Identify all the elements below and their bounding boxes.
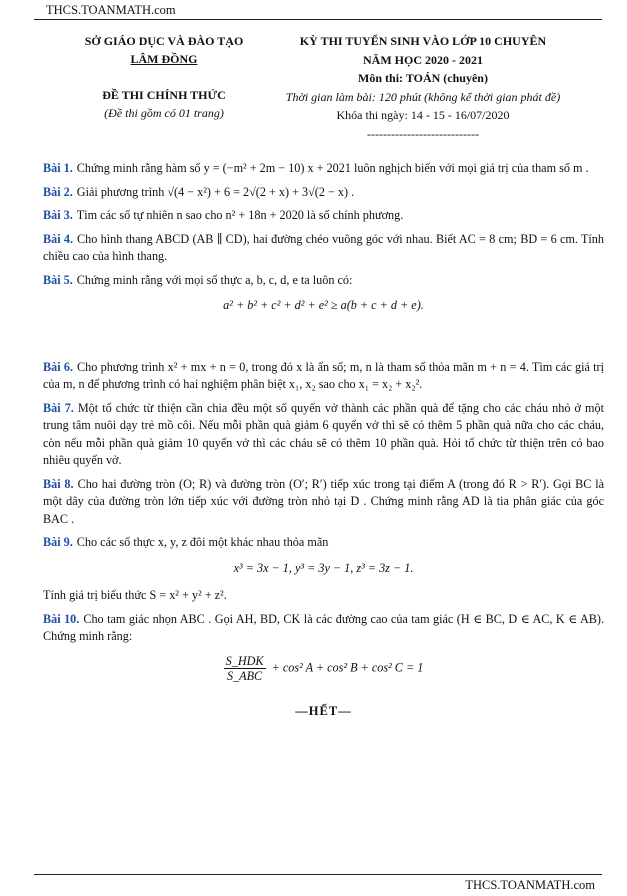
problem-text: Cho tam giác nhọn ABC . Gọi AH, BD, CK là các đường cao của tam giác (H ∈ BC, D ∈ AC, K ∈ AB). Chứng minh rằng: [43,611,604,643]
area-ratio-fraction [224,654,266,683]
problem-text: Cho các số thực x, y, z đôi một khác nhau thỏa mãn [76,535,329,549]
problem-label: Bài 6. [43,359,74,374]
problem-text: Tìm các số tự nhiên n sao cho n² + 18n + 2020 là số chính phương. [76,208,404,222]
problem-label: Bài 10. [43,611,80,626]
province-name: LÂM ĐỒNG [130,52,198,66]
page-count-note: (Đề thi gồm có 01 trang) [104,106,224,120]
problem-text: Giải phương trình √(4 − x²) + 6 = 2√(2 + x) + 3√(2 − x) . [76,184,355,199]
problem-label: Bài 4. [43,231,74,246]
problem-label: Bài 2. [43,184,73,199]
problem-3 [43,207,604,225]
problem-followup: Tính giá trị biểu thức S = x² + y² + z². [43,588,227,602]
problem-5 [43,272,604,315]
problem-label: Bài 5. [43,272,73,287]
top-rule [34,19,602,20]
display-system: x³ = 3x − 1, y³ = 3y − 1, z³ = 3z − 1. [233,560,414,575]
problem-9 [43,534,604,605]
display-identity [43,654,604,683]
site-watermark-bottom: THCS.TOANMATH.com [465,878,595,892]
problem-text: Chứng minh rằng với mọi số thực a, b, c, d, e ta luôn có: [76,272,353,287]
problem-text: Chứng minh rằng hàm số y = (−m² + 2m − 10) x + 2021 luôn nghịch biến với mọi giá trị của tham số m . [76,161,589,175]
header-left [60,32,268,122]
school-year: NĂM HỌC 2020 - 2021 [363,52,483,67]
problem-1 [43,160,604,178]
header-dashes: ---------------------------- [367,126,479,141]
problem-6 [43,359,604,394]
problem-text: Một tổ chức từ thiện cần chia đều một số quyển vở thành các phần quà để tặng cho các cháu nhỏ ở một trung tâm nuôi dạy trẻ mồ côi. Nếu mỗi phần quà giảm 6 quyển vở thì sẽ có thêm 5 phần quà nữa cho các cháu, còn nếu mỗi phần quà giảm 10 quyển vở thì các cháu sẽ có thêm 10 phần quà. Hỏi tổ chức từ thiện trên có bao nhiêu quyển vở. [43,400,605,467]
problem-10 [43,611,604,683]
problem-label: Bài 1. [43,161,73,175]
identity-rest: + cos² A + cos² B + cos² C = 1 [271,659,424,674]
exam-dates: Khóa thi ngày: 14 - 15 - 16/07/2020 [336,108,510,122]
problem-list [43,160,604,720]
fraction-denominator: S_ABC [226,668,263,683]
problem-text: Cho hình thang ABCD (AB ∥ CD), hai đường chéo vuông góc với nhau. Biết AC = 8 cm; BD = 6 cm. Tính chiều cao của hình thang. [43,231,604,263]
problem-label: Bài 7. [43,400,74,415]
site-watermark-top: THCS.TOANMATH.com [46,3,176,17]
time-limit: Thời gian làm bài: 120 phút (không kể thời gian phát đề) [285,89,561,104]
problem-text: Cho phương trình x² + mx + n = 0, trong đó x là ẩn số; m, n là tham số thỏa mãn m + n = 4. Tìm các giá trị của m, n để phương trình có hai nghiệm phân biệt x₁, x₂ sao cho x₁ = x₂ + x₂². [43,359,604,391]
problem-7 [43,400,604,470]
problem-label: Bài 9. [43,535,73,549]
problem-label: Bài 3. [43,208,73,222]
problem-text: Cho hai đường tròn (O; R) và đường tròn (O′; R′) tiếp xúc trong tại điểm A (trong đó R > R′). Gọi BC là một dây của đường tròn lớn tiếp xúc với đường tròn nhỏ tại D . Chứng minh rằng AD là tia phân giác của góc BAC . [43,476,604,526]
problem-8 [43,476,604,529]
official-exam-label: ĐỀ THI CHÍNH THỨC [102,88,226,102]
display-inequality: a² + b² + c² + d² + e² ≥ a(b + c + d + e). [223,298,424,312]
department-name: SỞ GIÁO DỤC VÀ ĐÀO TẠO [84,34,244,48]
header-right [268,32,578,143]
exam-title: KỲ THI TUYỂN SINH VÀO LỚP 10 CHUYÊN [299,34,547,48]
bottom-rule [34,874,602,875]
problem-2 [43,184,604,202]
problem-4 [43,231,604,266]
end-marker: —HẾT— [295,703,352,718]
subject: Môn thi: TOÁN (chuyên) [358,71,488,85]
problem-label: Bài 8. [43,476,74,491]
fraction-numerator: S_HDK [225,653,264,668]
